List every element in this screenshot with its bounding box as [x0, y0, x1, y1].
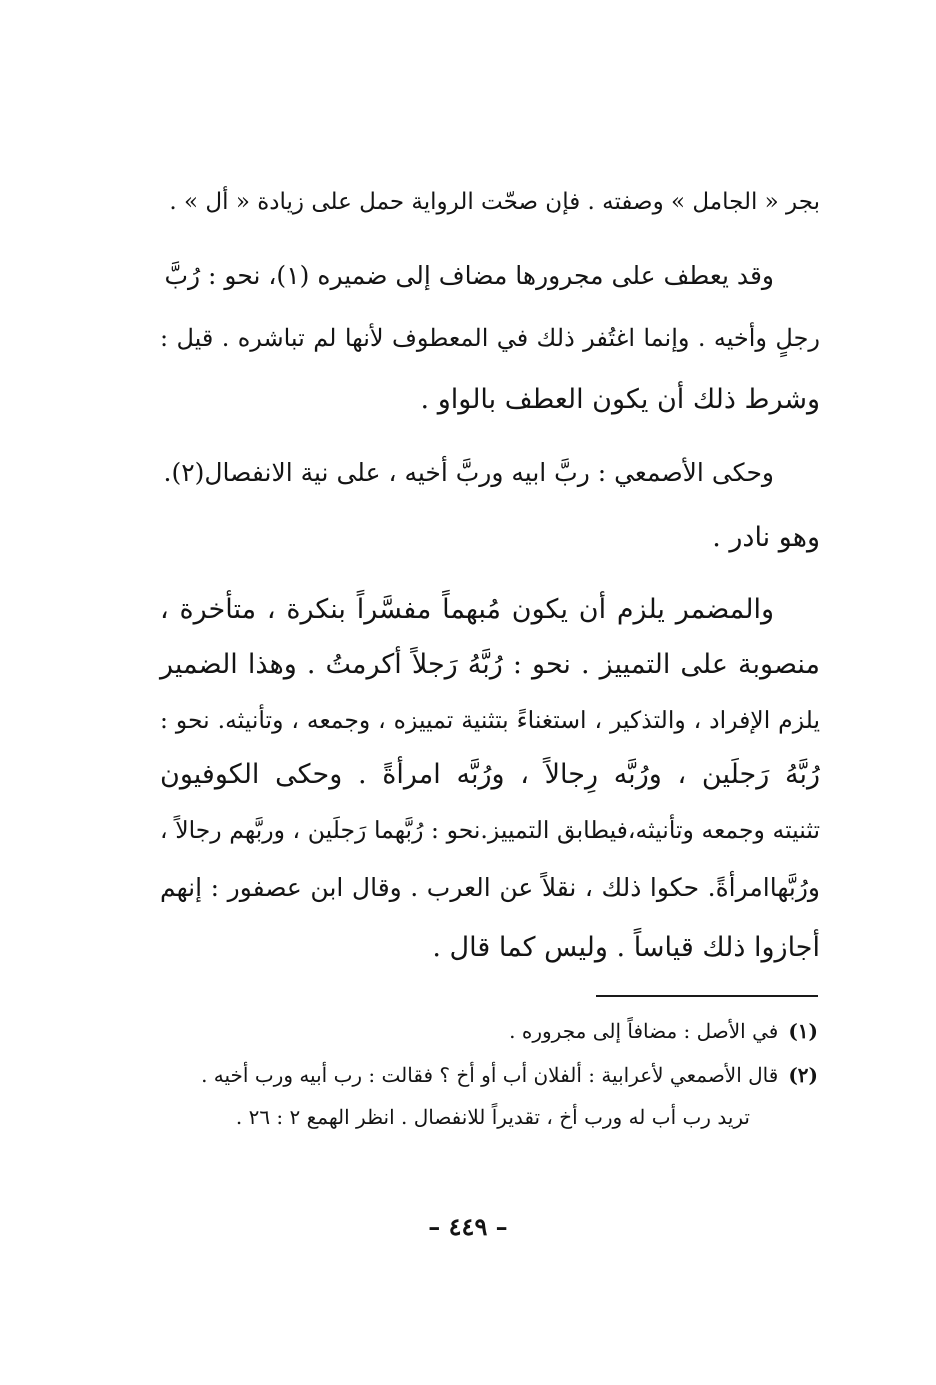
text-line-5: وحكى الأصمعي : ربَّ ابيه وربَّ أخيه ، على نية الانفصال(٢).: [163, 458, 774, 487]
text-line-4: وشرط ذلك أن يكون العطف بالواو .: [420, 384, 820, 415]
text-line-6: وهو نادر .: [712, 522, 820, 553]
footnote-1-text: في الأصل : مضافاً إلى مجروره .: [509, 1019, 779, 1043]
text-line-7: والمضمر يلزم أن يكون مُبهماً مفسَّراً بنكرة ، متأخرة ،: [160, 594, 774, 625]
text-line-2: وقد يعطف على مجرورها مضاف إلى ضميره (١)، نحو : رُبَّ: [164, 261, 774, 290]
footnote-2: [201, 1060, 818, 1090]
footnote-2-text: قال الأصمعي لأعرابية : ألفلان أب أو أخ ؟ فقالت : رب أبيه ورب أخيه .: [201, 1063, 779, 1087]
text-line-10: رُبَّهُ رَجلَين ، ورُبَّه رِجالاً ، ورُبَّه امرأةً . وحكى الكوفيون: [160, 759, 820, 790]
page-number: – ٤٤٩ –: [428, 1212, 508, 1241]
text-line-11: تثنيته وجمعه وتأنيثه،فيطابق التمييز.نحو : رُبَّهما رَجلَين ، وربَّهم رجالاً ،: [160, 816, 820, 844]
text-line-9: يلزم الإفراد ، والتذكير ، استغناءً بتثنية تمييزه ، وجمعه ، وتأنيثه. نحو :: [160, 706, 820, 734]
footnote-2-continuation: تريد رب أب له ورب أخ ، تقديراً للانفصال . انظر الهمع ٢ : ٢٦ .: [235, 1105, 750, 1129]
footnote-1-number: (١): [788, 1019, 818, 1043]
text-line-12: ورُبَّهاامرأةً. حكوا ذلك ، نقلاً عن العرب . وقال ابن عصفور : إنهم: [160, 873, 820, 902]
text-line-3: رجلٍ وأخيه . وإنما اغتُفر ذلك في المعطوف لأنها لم تباشره . قيل :: [160, 324, 820, 352]
footnote-divider: [596, 995, 818, 997]
text-line-8: منصوبة على التمييز . نحو : رُبَّهُ رَجلاً أكرمتُ . وهذا الضمير: [160, 649, 820, 680]
footnote-1: [509, 1016, 818, 1046]
text-line-1: بجر « الجامل » وصفته . فإن صحّت الرواية حمل على زيادة « أل » .: [169, 189, 820, 215]
footnote-2-number: (٢): [788, 1063, 818, 1087]
text-line-13: أجازوا ذلك قياساً . وليس كما قال .: [432, 932, 820, 963]
